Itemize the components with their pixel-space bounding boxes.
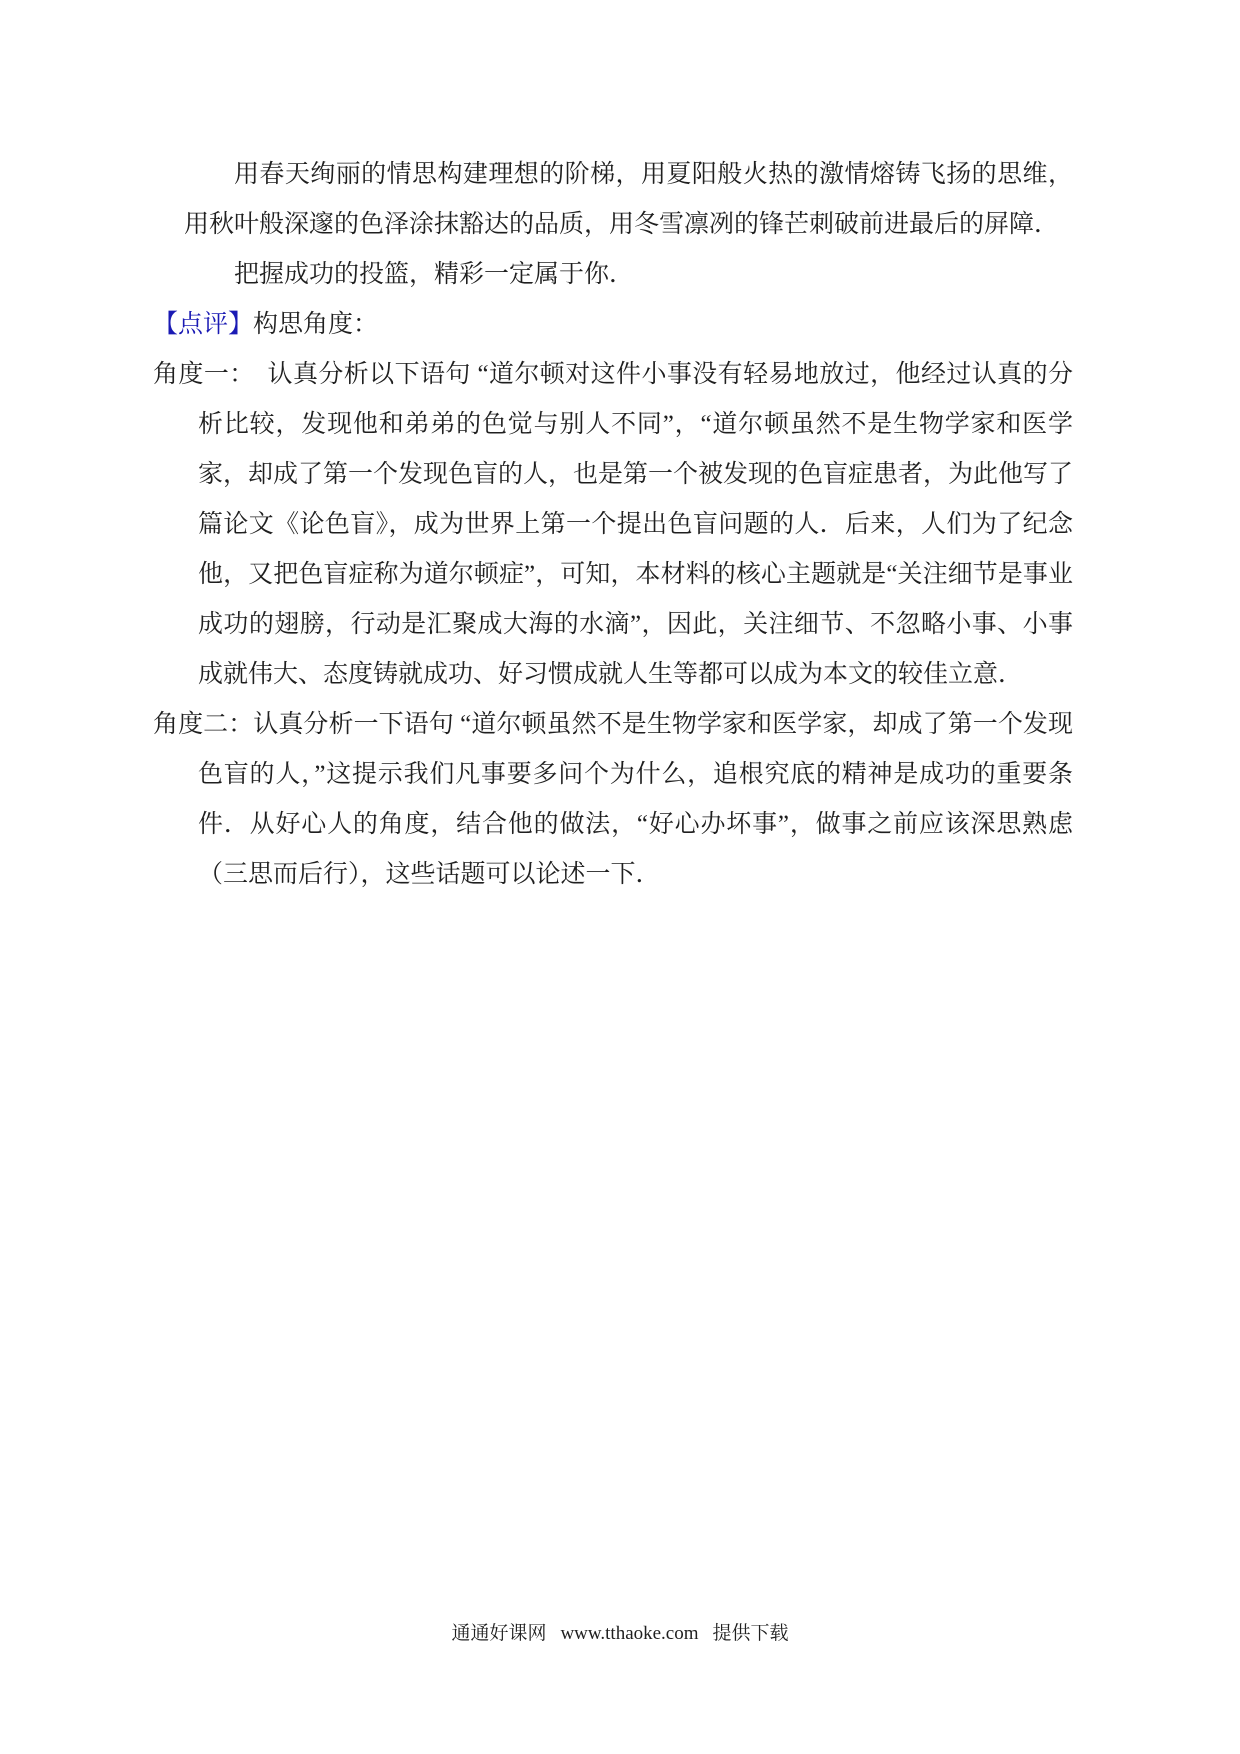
footer-site-name: 通通好课网 [451, 1623, 547, 1644]
angle-two-paragraph: 角度二：认真分析一下语句 “道尔顿虽然不是生物学家和医学家，却成了第一个发现色盲的人，”这提示我们凡事要多问个为什么，追根究底的精神是成功的重要条件．从好心人的角度，结合他的做法，“好心办坏事”，做事之前应该深思熟虑（三思而后行），这些话题可以论述一下． [153, 711, 1073, 888]
document-body [153, 150, 1073, 900]
footer-download-note: 提供下载 [712, 1623, 789, 1644]
footer-site-url: www.tthaoke.com [560, 1623, 699, 1644]
page-footer [0, 1620, 1240, 1648]
intro-paragraph-2: 把握成功的投篮，精彩一定属于你． [234, 261, 635, 288]
intro-paragraph-1: 用春天绚丽的情思构建理想的阶梯，用夏阳般火热的激情熔铸飞扬的思维，用秋叶般深邃的色泽涂抹豁达的品质，用冬雪凛冽的锋芒刺破前进最后的屏障． [184, 161, 1073, 238]
comment-label: 【点评】 [153, 311, 254, 338]
comment-heading [153, 300, 1073, 350]
angle-one-paragraph: 角度一： 认真分析以下语句 “道尔顿对这件小事没有轻易地放过，他经过认真的分析比较，发现他和弟弟的色觉与别人不同”，“道尔顿虽然不是生物学家和医学家，却成了第一个发现色盲的人，也是第一个被发现的色盲症患者，为此他写了篇论文《论色盲》，成为世界上第一个提出色盲问题的人．后来，人们为了纪念他，又把色盲症称为道尔顿症”，可知，本材料的核心主题就是“关注细节是事业成功的翅膀，行动是汇聚成大海的水滴”，因此，关注细节、不忽略小事、小事成就伟大、态度铸就成功、好习惯成就人生等都可以成为本文的较佳立意． [153, 361, 1074, 688]
comment-heading-text: 构思角度： [253, 311, 379, 338]
